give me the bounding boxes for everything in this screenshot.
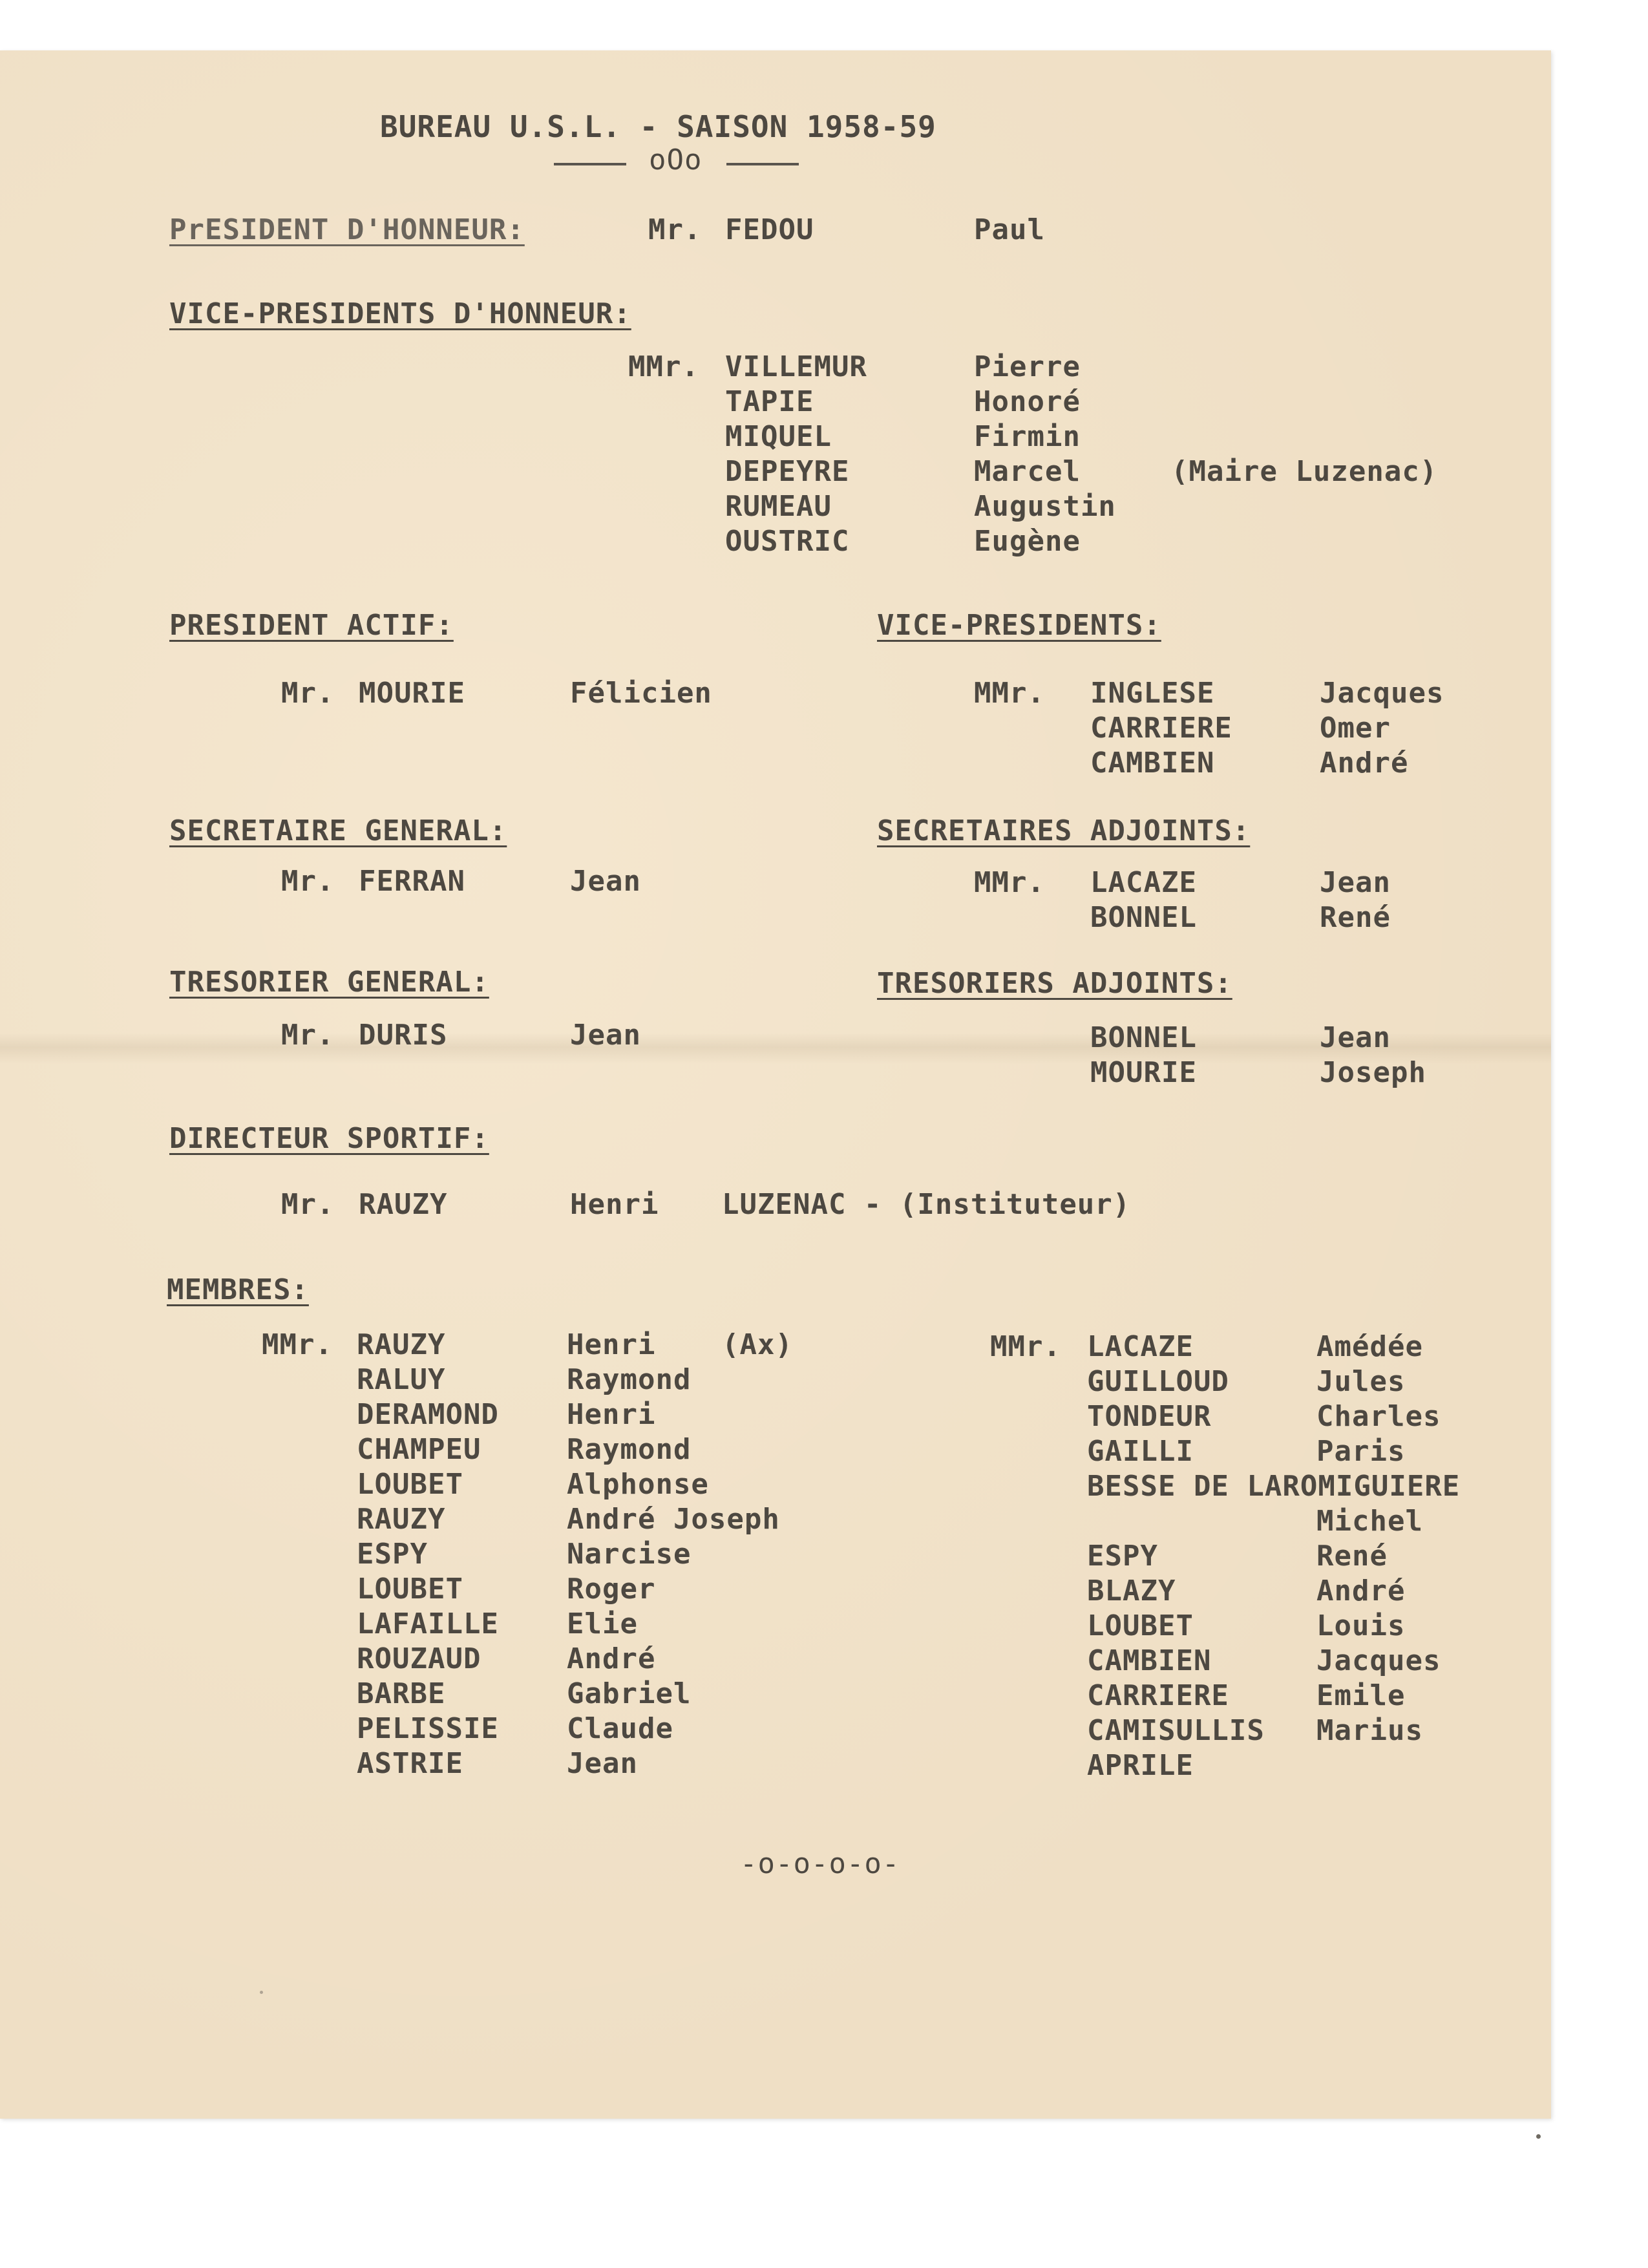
- member-surname: DERAMOND: [357, 1398, 499, 1431]
- member-first: Henri: [567, 1328, 656, 1361]
- president-actif-title: Mr.: [281, 677, 335, 710]
- heading-tresoriers-adjoints: TRESORIERS ADJOINTS:: [877, 967, 1232, 1000]
- member-first: André: [1316, 1574, 1406, 1607]
- member-first: André Joseph: [567, 1503, 780, 1536]
- member-first: Raymond: [567, 1433, 692, 1466]
- member-first: Claude: [567, 1712, 673, 1745]
- member-first: Michel: [1316, 1505, 1423, 1538]
- vp-surname: CAMBIEN: [1090, 747, 1215, 779]
- membres-right-title: MMr.: [990, 1330, 1061, 1363]
- membres-left-title: MMr.: [262, 1328, 333, 1361]
- member-first: Jacques: [1316, 1644, 1441, 1677]
- tresorier-general-title: Mr.: [281, 1019, 335, 1052]
- ta-surname: MOURIE: [1090, 1056, 1197, 1089]
- directeur-sportif-surname: RAUZY: [359, 1188, 448, 1221]
- member-surname: LOUBET: [357, 1468, 463, 1501]
- vph-surname: TAPIE: [725, 385, 814, 418]
- vp-first: Jacques: [1320, 677, 1444, 710]
- vph-surname: RUMEAU: [725, 490, 832, 523]
- member-surname: CAMBIEN: [1087, 1644, 1212, 1677]
- member-first: Narcise: [567, 1538, 692, 1571]
- member-surname: RAUZY: [357, 1503, 446, 1536]
- sa-first: René: [1320, 901, 1391, 934]
- member-first: Emile: [1316, 1679, 1406, 1712]
- vph-note: (Maire Luzenac): [1171, 455, 1438, 488]
- sa-surname: LACAZE: [1090, 866, 1197, 899]
- title-rule-left: [554, 163, 626, 165]
- ta-surname: BONNEL: [1090, 1021, 1197, 1054]
- president-honneur-first: Paul: [974, 213, 1045, 246]
- heading-vice-presidents-honneur: VICE-PRESIDENTS D'HONNEUR:: [169, 297, 631, 330]
- vp-first: André: [1320, 747, 1409, 779]
- member-surname: GAILLI: [1087, 1435, 1194, 1468]
- secretaire-general-first: Jean: [570, 865, 641, 898]
- member-surname: ASTRIE: [357, 1747, 463, 1780]
- heading-president-honneur: PrESIDENT D'HONNEUR:: [169, 213, 525, 246]
- member-surname: ESPY: [1087, 1540, 1158, 1573]
- member-surname: CAMISULLIS: [1087, 1714, 1265, 1747]
- speck: [260, 1991, 263, 1994]
- member-first: Jules: [1316, 1365, 1406, 1398]
- member-surname: GUILLOUD: [1087, 1365, 1229, 1398]
- vph-surname: OUSTRIC: [725, 525, 850, 558]
- member-first: Louis: [1316, 1609, 1406, 1642]
- president-actif-first: Félicien: [570, 677, 712, 710]
- member-surname: BARBE: [357, 1677, 446, 1710]
- secretaire-general-surname: FERRAN: [359, 865, 465, 898]
- heading-directeur-sportif: DIRECTEUR SPORTIF:: [169, 1122, 489, 1155]
- vp-surname: CARRIERE: [1090, 712, 1232, 745]
- vp-first: Omer: [1320, 712, 1391, 745]
- vp-title: MMr.: [974, 677, 1045, 710]
- secretaire-general-title: Mr.: [281, 865, 335, 898]
- title-rule-right: [726, 163, 799, 165]
- member-surname: LOUBET: [1087, 1609, 1194, 1642]
- member-first: Paris: [1316, 1435, 1406, 1468]
- member-surname: CARRIERE: [1087, 1679, 1229, 1712]
- vph-first: Pierre: [974, 350, 1081, 383]
- heading-vice-presidents: VICE-PRESIDENTS:: [877, 609, 1161, 642]
- member-surname: ESPY: [357, 1538, 428, 1571]
- sa-surname: BONNEL: [1090, 901, 1197, 934]
- speck: [1536, 2134, 1541, 2139]
- president-honneur-surname: FEDOU: [725, 213, 814, 246]
- member-first: Elie: [567, 1607, 638, 1640]
- heading-secretaires-adjoints: SECRETAIRES ADJOINTS:: [877, 814, 1251, 847]
- vph-first: Marcel: [974, 455, 1081, 488]
- ta-first: Jean: [1320, 1021, 1391, 1054]
- sa-first: Jean: [1320, 866, 1391, 899]
- heading-membres: MEMBRES:: [167, 1273, 309, 1306]
- ta-first: Joseph: [1320, 1056, 1426, 1089]
- member-first: Henri: [567, 1398, 656, 1431]
- member-surname: BLAZY: [1087, 1574, 1176, 1607]
- member-surname: TONDEUR: [1087, 1400, 1212, 1433]
- member-surname: APRILE: [1087, 1749, 1194, 1782]
- member-first: Gabriel: [567, 1677, 692, 1710]
- member-first: André: [567, 1642, 656, 1675]
- vph-title: MMr.: [628, 350, 699, 383]
- vph-surname: VILLEMUR: [725, 350, 867, 383]
- member-first: René: [1316, 1540, 1388, 1573]
- member-surname: PELISSIE: [357, 1712, 499, 1745]
- vph-surname: MIQUEL: [725, 420, 832, 453]
- member-first: Jean: [567, 1747, 638, 1780]
- vph-first: Honoré: [974, 385, 1081, 418]
- heading-secretaire-general: SECRETAIRE GENERAL:: [169, 814, 507, 847]
- member-first: Alphonse: [567, 1468, 709, 1501]
- directeur-sportif-title: Mr.: [281, 1188, 335, 1221]
- document-title: BUREAU U.S.L. - SAISON 1958-59: [380, 109, 936, 144]
- member-first: Amédée: [1316, 1330, 1423, 1363]
- vp-surname: INGLESE: [1090, 677, 1215, 710]
- member-surname: BESSE DE LAROMIGUIERE: [1087, 1470, 1461, 1503]
- directeur-sportif-first: Henri: [570, 1188, 659, 1221]
- member-surname: LOUBET: [357, 1573, 463, 1606]
- heading-president-actif: PRESIDENT ACTIF:: [169, 609, 454, 642]
- member-surname: LACAZE: [1087, 1330, 1194, 1363]
- member-surname: CHAMPEU: [357, 1433, 481, 1466]
- member-first: Marius: [1316, 1714, 1423, 1747]
- member-first: Raymond: [567, 1363, 692, 1396]
- member-surname: LAFAILLE: [357, 1607, 499, 1640]
- president-honneur-title: Mr.: [648, 213, 702, 246]
- member-note: (Ax): [722, 1328, 793, 1361]
- vph-first: Augustin: [974, 490, 1116, 523]
- member-first: Roger: [567, 1573, 656, 1606]
- title-ornament: oOo: [649, 143, 703, 176]
- vph-first: Firmin: [974, 420, 1081, 453]
- member-surname: RALUY: [357, 1363, 446, 1396]
- member-surname: RAUZY: [357, 1328, 446, 1361]
- tresorier-general-first: Jean: [570, 1019, 641, 1052]
- member-first: Charles: [1316, 1400, 1441, 1433]
- heading-tresorier-general: TRESORIER GENERAL:: [169, 966, 489, 999]
- vph-surname: DEPEYRE: [725, 455, 850, 488]
- tresorier-general-surname: DURIS: [359, 1019, 448, 1052]
- president-actif-surname: MOURIE: [359, 677, 465, 710]
- footer-ornament: -o-o-o-o-: [740, 1847, 900, 1880]
- member-surname: ROUZAUD: [357, 1642, 481, 1675]
- sa-title: MMr.: [974, 866, 1045, 899]
- vph-first: Eugène: [974, 525, 1081, 558]
- directeur-sportif-note: LUZENAC - (Instituteur): [722, 1188, 1131, 1221]
